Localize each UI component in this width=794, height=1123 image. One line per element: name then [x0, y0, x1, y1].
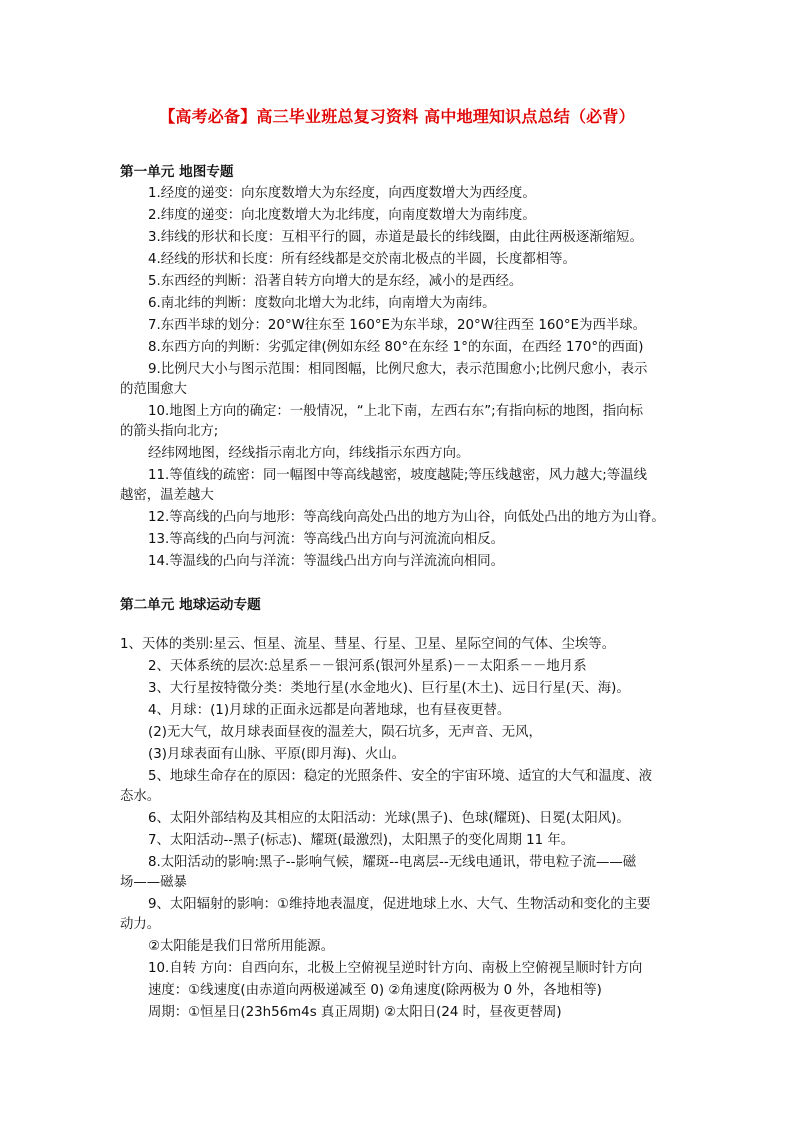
unit1-line: 7.东西半球的划分：20°W往东至 160°E为东半球，20°W往西至 160°E为西半球。	[148, 318, 647, 333]
unit1-line: 的箭头指向北方;	[120, 424, 219, 439]
unit2-line: 7、太阳活动--黑子(标志)、耀斑(最激烈)，太阳黑子的变化周期 11 年。	[148, 833, 575, 848]
unit2-line: 10.自转 方向：自西向东，北极上空俯视呈逆时针方向、南极上空俯视呈顺时针方向	[148, 961, 643, 976]
unit2-line: 8.太阳活动的影响:黑子--影响气候，耀斑--电离层--无线电通讯，带电粒子流——磁	[148, 855, 637, 870]
unit1-line: 2.纬度的递变：向北度数增大为北纬度，向南度数增大为南纬度。	[148, 208, 536, 223]
unit2-line: 态水。	[120, 789, 161, 804]
unit1-heading: 第一单元 地图专题	[120, 164, 234, 180]
unit1-line: 10.地图上方向的确定：一般情况，“上北下南，左西右东”;有指向标的地图，指向标	[148, 404, 643, 419]
unit1-line: 6.南北纬的判断：度数向北增大为北纬，向南增大为南纬。	[148, 296, 496, 311]
unit2-line: 2、天体系统的层次:总星系－－银河系(银河外星系)－－太阳系－－地月系	[148, 659, 587, 674]
unit1-line: 11.等值线的疏密：同一幅图中等高线越密，坡度越陡;等压线越密，风力越大;等温线	[148, 468, 647, 483]
unit1-line: 越密，温差越大	[120, 488, 214, 503]
unit2-line: 周期：①恒星日(23h56m4s 真正周期) ②太阳日(24 时，昼夜更替周)	[148, 1005, 562, 1020]
unit2-line: 4、月球：(1)月球的正面永远都是向著地球，也有昼夜更替。	[148, 703, 511, 718]
unit2-line: (3)月球表面有山脉、平原(即月海)、火山。	[148, 747, 406, 762]
unit1-line: 1.经度的递变：向东度数增大为东经度，向西度数增大为西经度。	[148, 186, 536, 201]
unit2-line: 9、太阳辐射的影响：①维持地表温度，促进地球上水、大气、生物活动和变化的主要	[148, 897, 651, 912]
unit1-line: 9.比例尺大小与图示范围：相同图幅，比例尺愈大，表示范围愈小;比例尺愈小，表示	[148, 362, 648, 377]
unit1-line: 14.等温线的凸向与洋流：等温线凸出方向与洋流流向相同。	[148, 554, 505, 569]
unit1-line: 12.等高线的凸向与地形：等高线向高处凸出的地方为山谷，向低处凸出的地方为山脊。	[148, 510, 665, 525]
unit2-line: ②太阳能是我们日常所用能源。	[148, 939, 335, 954]
unit1-line: 4.经线的形状和长度：所有经线都是交於南北极点的半圆，长度都相等。	[148, 252, 576, 267]
unit2-line: 动力。	[120, 917, 161, 932]
unit2-line: (2)无大气，故月球表面昼夜的温差大，陨石坑多，无声音、无风，	[148, 725, 542, 740]
unit1-line: 经纬网地图，经线指示南北方向，纬线指示东西方向。	[148, 446, 470, 461]
unit2-line: 场——磁暴	[120, 875, 187, 890]
unit2-line: 3、大行星按特徵分类：类地行星(水金地火)、巨行星(木土)、远日行星(天、海)。	[148, 681, 630, 696]
unit2-line: 5、地球生命存在的原因：稳定的光照条件、安全的宇宙环境、适宜的大气和温度、液	[148, 769, 652, 784]
unit1-line: 8.东西方向的判断：劣弧定律(例如东经 80°在东经 1°的东面，在西经 170°的西面)	[148, 340, 644, 355]
document-title: 【高考必备】高三毕业班总复习资料 高中地理知识点总结（必背）	[159, 107, 635, 126]
unit1-line: 3.纬线的形状和长度：互相平行的圆，赤道是最长的纬线圈，由此往两极逐渐缩短。	[148, 230, 643, 245]
unit1-line: 5.东西经的判断：沿著自转方向增大的是东经，减小的是西经。	[148, 274, 523, 289]
unit1-line: 13.等高线的凸向与河流：等高线凸出方向与河流流向相反。	[148, 532, 505, 547]
unit2-heading: 第二单元 地球运动专题	[120, 597, 261, 613]
unit2-line: 1、天体的类别:星云、恒星、流星、彗星、行星、卫星、星际空间的气体、尘埃等。	[120, 637, 616, 652]
unit2-line: 6、太阳外部结构及其相应的太阳活动：光球(黑子)、色球(耀斑)、日冕(太阳风)。	[148, 811, 630, 826]
unit2-line: 速度：①线速度(由赤道向两极递减至 0) ②角速度(除两极为 0 外，各地相等)	[148, 983, 602, 998]
unit1-line: 的范围愈大	[120, 382, 187, 397]
